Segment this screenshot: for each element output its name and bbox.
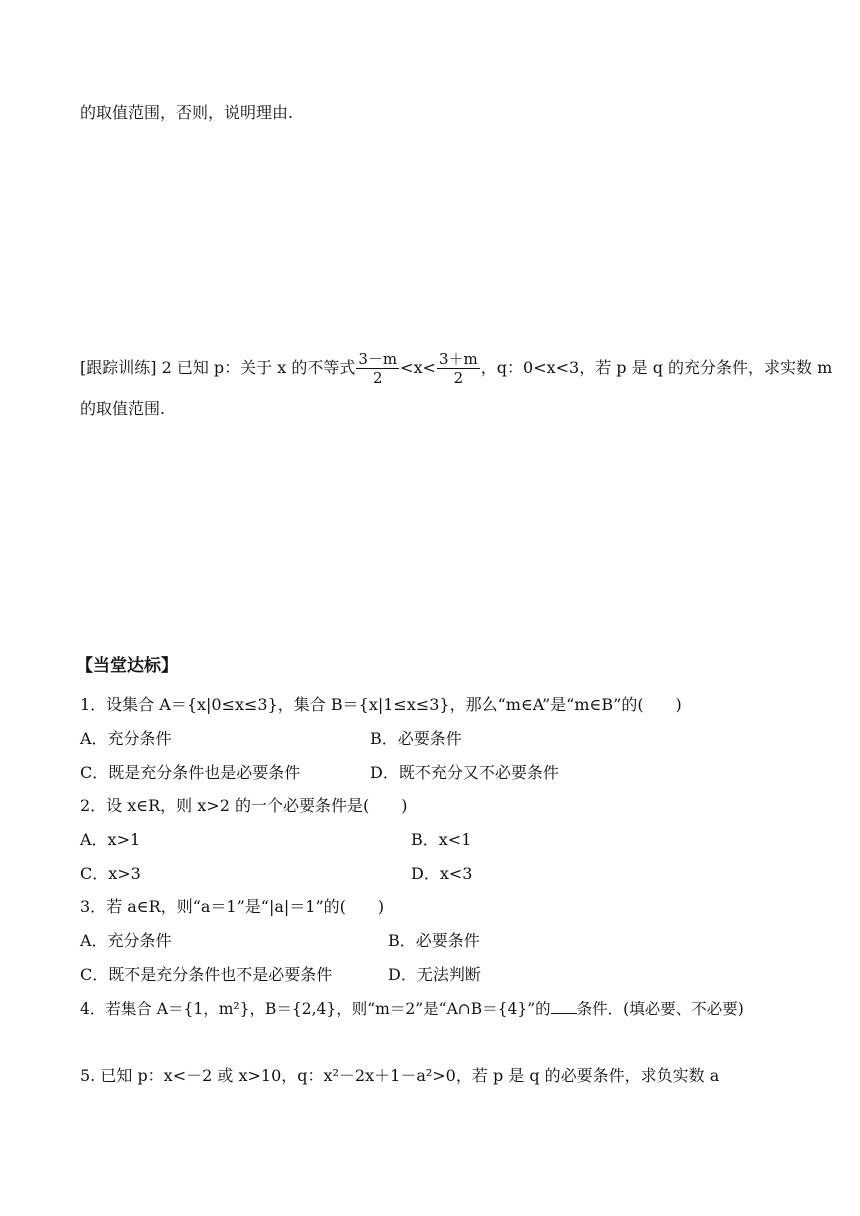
q4-stem [80, 999, 744, 1019]
section-title: 【当堂达标】 [76, 656, 178, 676]
q3-stem: 3．若 a∈R，则“a＝1”是“|a|＝1”的( ) [80, 897, 385, 916]
q5-stem: 5. 已知 p：x<－2 或 x>10，q：x²－2x＋1－a²>0，若 p 是 q 的必要条件，求负实数 a [80, 1066, 720, 1085]
q2-option-a: A．x>1 [80, 830, 141, 849]
q3-option-b: B．必要条件 [388, 931, 480, 950]
q1-option-b: B．必要条件 [370, 729, 462, 748]
q1-option-a: A．充分条件 [80, 729, 172, 748]
q3-option-d: D．无法判断 [388, 965, 481, 984]
fraction-lower-bound [356, 350, 399, 387]
tracking-exercise-line1 [80, 350, 832, 387]
tracking-prefix: [跟踪训练] 2 已知 p：关于 x 的不等式 [80, 358, 356, 377]
fraction-upper-bound [437, 350, 480, 387]
q4-stem-after: 条件．(填必要、不必要) [576, 1000, 744, 1018]
q2-option-c: C．x>3 [80, 864, 141, 883]
fraction-lower-numerator: 3－m [358, 350, 398, 368]
tracking-suffix: ，q：0<x<3，若 p 是 q 的充分条件，求实数 m [480, 358, 833, 377]
intro-continuation: 的取值范围，否则，说明理由. [80, 103, 294, 122]
q2-option-b: B．x<1 [411, 830, 472, 849]
q4-stem-before: 4．若集合 A＝{1，m²}，B＝{2,4}，则“m＝2”是“A∩B＝{4}”的 [80, 1000, 551, 1018]
tracking-exercise-line2: 的取值范围. [80, 399, 166, 418]
q1-stem: 1．设集合 A＝{x|0≤x≤3}，集合 B＝{x|1≤x≤3}，那么“m∈A”是“m∈B”的( ) [80, 695, 682, 714]
q4-answer-blank [551, 999, 577, 1014]
fraction-upper-denominator: 2 [453, 369, 464, 387]
fraction-lower-denominator: 2 [372, 369, 383, 387]
q1-option-d: D．既不充分又不必要条件 [370, 763, 559, 782]
q3-option-a: A．充分条件 [80, 931, 172, 950]
q3-option-c: C．既不是充分条件也不是必要条件 [80, 965, 333, 984]
q2-option-d: D．x<3 [411, 864, 473, 883]
fraction-upper-numerator: 3＋m [439, 350, 478, 368]
q1-option-c: C．既是充分条件也是必要条件 [80, 763, 301, 782]
q2-stem: 2．设 x∈R，则 x>2 的一个必要条件是( ) [80, 796, 408, 815]
tracking-less-than: <x< [400, 358, 436, 377]
